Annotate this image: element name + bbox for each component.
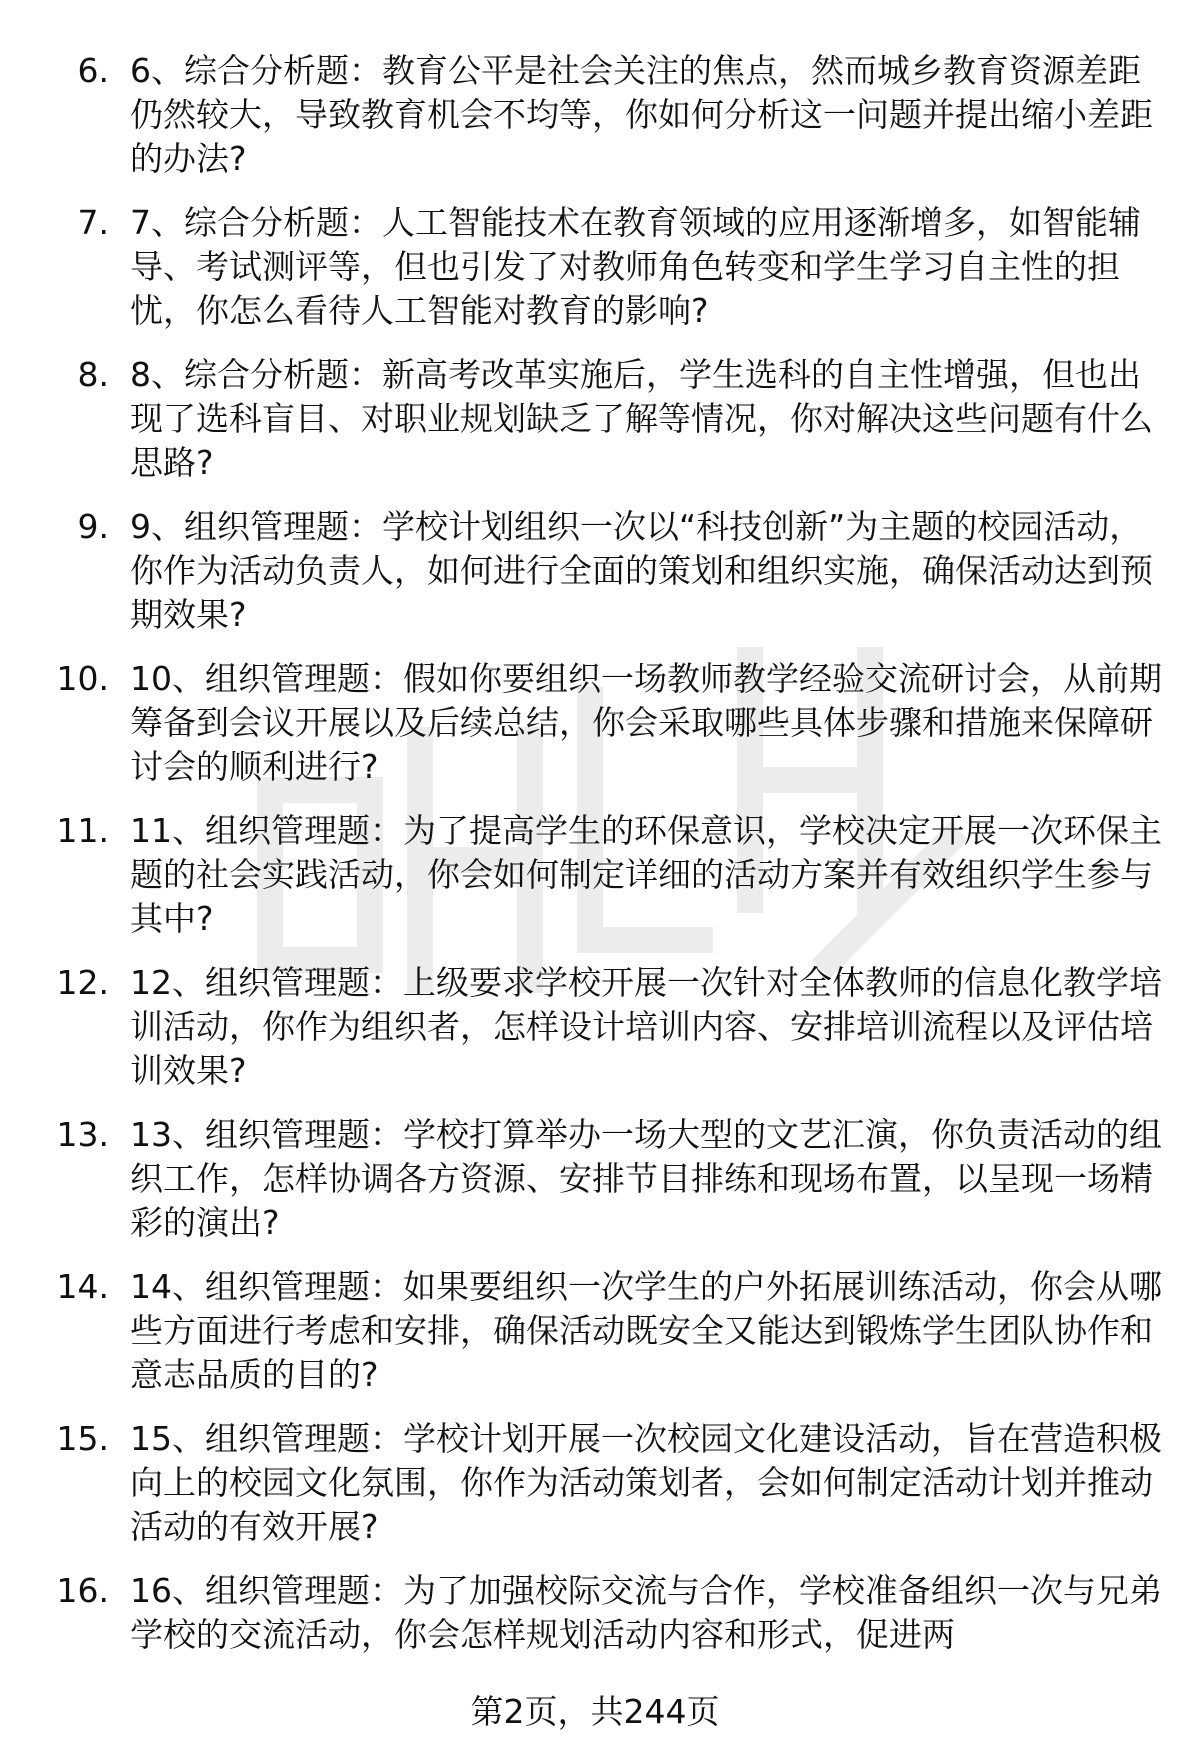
question-text: 13、组织管理题：学校打算举办一场大型的文艺汇演，你负责活动的组织工作，怎样协调各方资源、安排节目排练和现场布置，以呈现一场精彩的演出?: [130, 1115, 1162, 1242]
question-item: [0, 961, 1190, 1113]
question-number: 6.: [77, 51, 109, 90]
question-item: [0, 49, 1190, 201]
question-number: 7.: [77, 203, 109, 242]
question-number: 8.: [77, 355, 109, 394]
question-number: 13.: [56, 1115, 109, 1154]
question-text: 7、综合分析题：人工智能技术在教育领域的应用逐渐增多，如智能辅导、考试测评等，但也引发了对教师角色转变和学生学习自主性的担忧，你怎么看待人工智能对教育的影响?: [130, 203, 1141, 330]
question-item: [0, 1113, 1190, 1265]
question-number: 15.: [56, 1419, 109, 1458]
question-number: 14.: [56, 1267, 109, 1306]
question-text: 16、组织管理题：为了加强校际交流与合作，学校准备组织一次与兄弟学校的交流活动，你会怎样规划活动内容和形式，促进两: [130, 1571, 1162, 1654]
question-list: [0, 49, 1190, 1721]
question-item: [0, 201, 1190, 353]
question-text: 15、组织管理题：学校计划开展一次校园文化建设活动，旨在营造积极向上的校园文化氛围，你作为活动策划者，会如何制定活动计划并推动活动的有效开展?: [130, 1419, 1162, 1546]
question-item: [0, 505, 1190, 657]
question-text: 9、组织管理题：学校计划组织一次以“科技创新”为主题的校园活动，你作为活动负责人，如何进行全面的策划和组织实施，确保活动达到预期效果?: [130, 507, 1153, 634]
question-text: 11、组织管理题：为了提高学生的环保意识，学校决定开展一次环保主题的社会实践活动，你会如何制定详细的活动方案并有效组织学生参与其中?: [130, 811, 1162, 938]
question-item: [0, 1265, 1190, 1417]
question-item: [0, 809, 1190, 961]
question-number: 12.: [56, 963, 109, 1002]
question-text: 8、综合分析题：新高考改革实施后，学生选科的自主性增强，但也出现了选科盲目、对职业规划缺乏了解等情况，你对解决这些问题有什么思路?: [130, 355, 1153, 482]
question-text: 12、组织管理题：上级要求学校开展一次针对全体教师的信息化教学培训活动，你作为组织者，怎样设计培训内容、安排培训流程以及评估培训效果?: [130, 963, 1162, 1090]
question-item: [0, 1417, 1190, 1569]
question-text: 14、组织管理题：如果要组织一次学生的户外拓展训练活动，你会从哪些方面进行考虑和安排，确保活动既安全又能达到锻炼学生团队协作和意志品质的目的?: [130, 1267, 1162, 1394]
page-footer: 第2页，共244页: [470, 1692, 720, 1731]
question-text: 6、综合分析题：教育公平是社会关注的焦点，然而城乡教育资源差距仍然较大，导致教育机会不均等，你如何分析这一问题并提出缩小差距的办法?: [130, 51, 1153, 178]
question-number: 16.: [56, 1571, 109, 1610]
question-item: [0, 353, 1190, 505]
question-text: 10、组织管理题：假如你要组织一场教师教学经验交流研讨会，从前期筹备到会议开展以及后续总结，你会采取哪些具体步骤和措施来保障研讨会的顺利进行?: [130, 659, 1162, 786]
question-number: 9.: [77, 507, 109, 546]
question-number: 10.: [56, 659, 109, 698]
question-item: [0, 657, 1190, 809]
question-number: 11.: [56, 811, 109, 850]
